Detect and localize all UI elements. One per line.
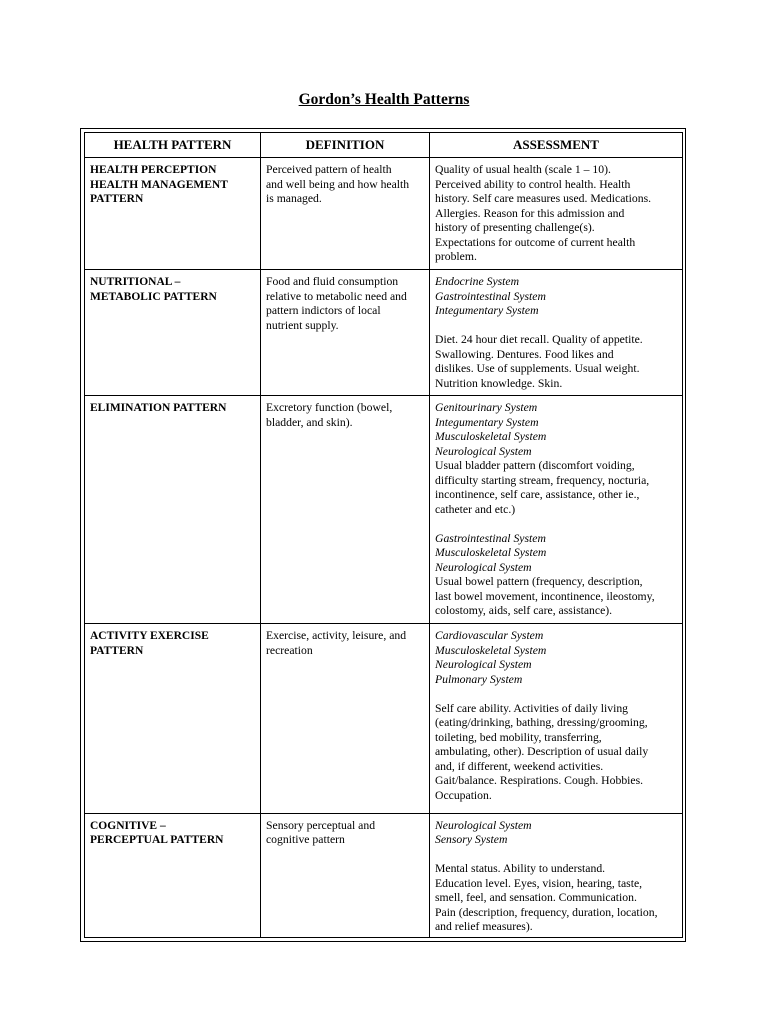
assessment-line: Quality of usual health (scale 1 – 10). xyxy=(435,163,611,176)
definition-line: Sensory perceptual and xyxy=(266,818,376,832)
assessment-line: Usual bladder pattern (discomfort voiding, xyxy=(435,459,635,473)
assessment-line: Occupation. xyxy=(435,788,492,802)
assessment-line: dislikes. Use of supplements. Usual weight. xyxy=(435,362,640,375)
table-row xyxy=(85,813,683,937)
assessment-line: incontinence, self care, assistance, other ie., xyxy=(435,488,640,502)
header-assessment: ASSESSMENT xyxy=(430,133,683,158)
table-row xyxy=(85,270,683,396)
definition-line: and well being and how health xyxy=(266,177,410,191)
body-system-label: Neurological System xyxy=(435,818,532,832)
table-header-row xyxy=(85,133,683,158)
assessment-line: history. Self care measures used. Medications. xyxy=(435,192,652,205)
definition-line: Exercise, activity, leisure, and xyxy=(266,629,407,643)
assessment-line: Allergies. Reason for this admission and xyxy=(435,206,625,220)
assessment-cell xyxy=(430,396,683,624)
table-row xyxy=(85,396,683,624)
assessment-line: Swallowing. Dentures. Food likes and xyxy=(435,347,614,361)
page-title: Gordon’s Health Patterns xyxy=(298,91,470,108)
body-system-label: Musculoskeletal System xyxy=(435,430,547,444)
body-system-label: Neurological System xyxy=(435,560,532,574)
body-system-label: Pulmonary System xyxy=(435,672,523,686)
definition-line: is managed. xyxy=(266,192,322,205)
body-system-label: Musculoskeletal System xyxy=(435,546,547,560)
block-spacer xyxy=(435,517,677,532)
pattern-name-line: HEALTH MANAGEMENT xyxy=(90,178,228,191)
pattern-name-line: COGNITIVE – xyxy=(90,819,166,832)
assessment-line: Usual bowel pattern (frequency, description, xyxy=(435,575,643,589)
pattern-name-line: PATTERN xyxy=(90,644,144,657)
assessment-cell xyxy=(430,813,683,937)
assessment-line: Nutrition knowledge. Skin. xyxy=(435,376,563,390)
pattern-cell xyxy=(85,624,261,813)
block-spacer xyxy=(435,687,677,702)
block-spacer xyxy=(435,848,677,863)
table-row xyxy=(85,158,683,270)
pattern-name-line: PATTERN xyxy=(90,193,144,205)
assessment-line: and, if different, weekend activities. xyxy=(435,759,604,773)
definition-cell xyxy=(261,270,430,396)
assessment-line: Gait/balance. Respirations. Cough. Hobbies. xyxy=(435,774,644,788)
body-system-label: Integumentary System xyxy=(435,304,539,317)
pattern-name-line: ELIMINATION PATTERN xyxy=(90,402,227,415)
definition-line: Perceived pattern of health xyxy=(266,163,392,176)
assessment-line: ambulating, other). Description of usual daily xyxy=(435,745,649,759)
pattern-cell xyxy=(85,270,261,396)
assessment-line: Pain (description, frequency, duration, location, xyxy=(435,905,658,919)
assessment-cell xyxy=(430,624,683,813)
assessment-line: catheter and etc.) xyxy=(435,502,516,516)
definition-cell xyxy=(261,158,430,270)
assessment-line: Perceived ability to control health. Health xyxy=(435,177,631,191)
body-system-label: Musculoskeletal System xyxy=(435,643,547,657)
definition-line: recreation xyxy=(266,643,313,657)
health-patterns-table xyxy=(84,132,683,938)
body-system-label: Integumentary System xyxy=(435,415,539,429)
assessment-line: smell, feel, and sensation. Communication. xyxy=(435,891,637,905)
assessment-line: Expectations for outcome of current health xyxy=(435,235,636,249)
pattern-name-line: PERCEPTUAL PATTERN xyxy=(90,834,224,847)
pattern-name-line: ACTIVITY EXERCISE xyxy=(90,630,209,643)
pattern-cell xyxy=(85,813,261,937)
assessment-cell xyxy=(430,270,683,396)
definition-line: cognitive pattern xyxy=(266,833,345,847)
definition-line: bladder, and skin). xyxy=(266,415,353,429)
body-system-label: Sensory System xyxy=(435,833,508,847)
pattern-cell xyxy=(85,158,261,270)
body-system-label: Gastrointestinal System xyxy=(435,531,546,545)
body-system-label: Cardiovascular System xyxy=(435,629,544,643)
assessment-line: toileting, bed mobility, transferring, xyxy=(435,730,602,744)
pattern-name-line: HEALTH PERCEPTION xyxy=(90,164,217,176)
definition-cell xyxy=(261,396,430,624)
assessment-line: and relief measures). xyxy=(435,920,533,934)
definition-line: Food and fluid consumption xyxy=(266,275,399,288)
body-system-label: Genitourinary System xyxy=(435,401,538,415)
table-row xyxy=(85,624,683,813)
assessment-line: Education level. Eyes, vision, hearing, taste, xyxy=(435,876,643,890)
definition-line: Excretory function (bowel, xyxy=(266,401,393,415)
assessment-line: Diet. 24 hour diet recall. Quality of appetite. xyxy=(435,333,643,346)
body-system-label: Endocrine System xyxy=(435,275,520,288)
body-system-label: Neurological System xyxy=(435,658,532,672)
assessment-line: difficulty starting stream, frequency, nocturia, xyxy=(435,473,650,487)
table-body xyxy=(85,158,683,938)
assessment-line: Self care ability. Activities of daily living xyxy=(435,701,629,715)
pattern-cell xyxy=(85,396,261,624)
body-system-label: Neurological System xyxy=(435,444,532,458)
assessment-line: history of presenting challenge(s). xyxy=(435,221,595,234)
pattern-name-line: METABOLIC PATTERN xyxy=(90,290,217,303)
body-system-label: Gastrointestinal System xyxy=(435,289,546,303)
assessment-line: (eating/drinking, bathing, dressing/grooming, xyxy=(435,716,648,730)
assessment-line: colostomy, aids, self care, assistance). xyxy=(435,604,613,618)
definition-cell xyxy=(261,624,430,813)
header-health-pattern: HEALTH PATTERN xyxy=(85,133,261,158)
assessment-line: last bowel movement, incontinence, ileostomy, xyxy=(435,589,655,603)
header-definition: DEFINITION xyxy=(261,133,430,158)
definition-line: relative to metabolic need and xyxy=(266,289,407,303)
pattern-name-line: NUTRITIONAL – xyxy=(90,276,181,288)
assessment-cell xyxy=(430,158,683,270)
definition-line: pattern indictors of local xyxy=(266,304,381,317)
definition-line: nutrient supply. xyxy=(266,318,339,332)
block-spacer xyxy=(435,319,677,334)
assessment-line: Mental status. Ability to understand. xyxy=(435,862,606,876)
assessment-line: problem. xyxy=(435,250,477,263)
definition-cell xyxy=(261,813,430,937)
